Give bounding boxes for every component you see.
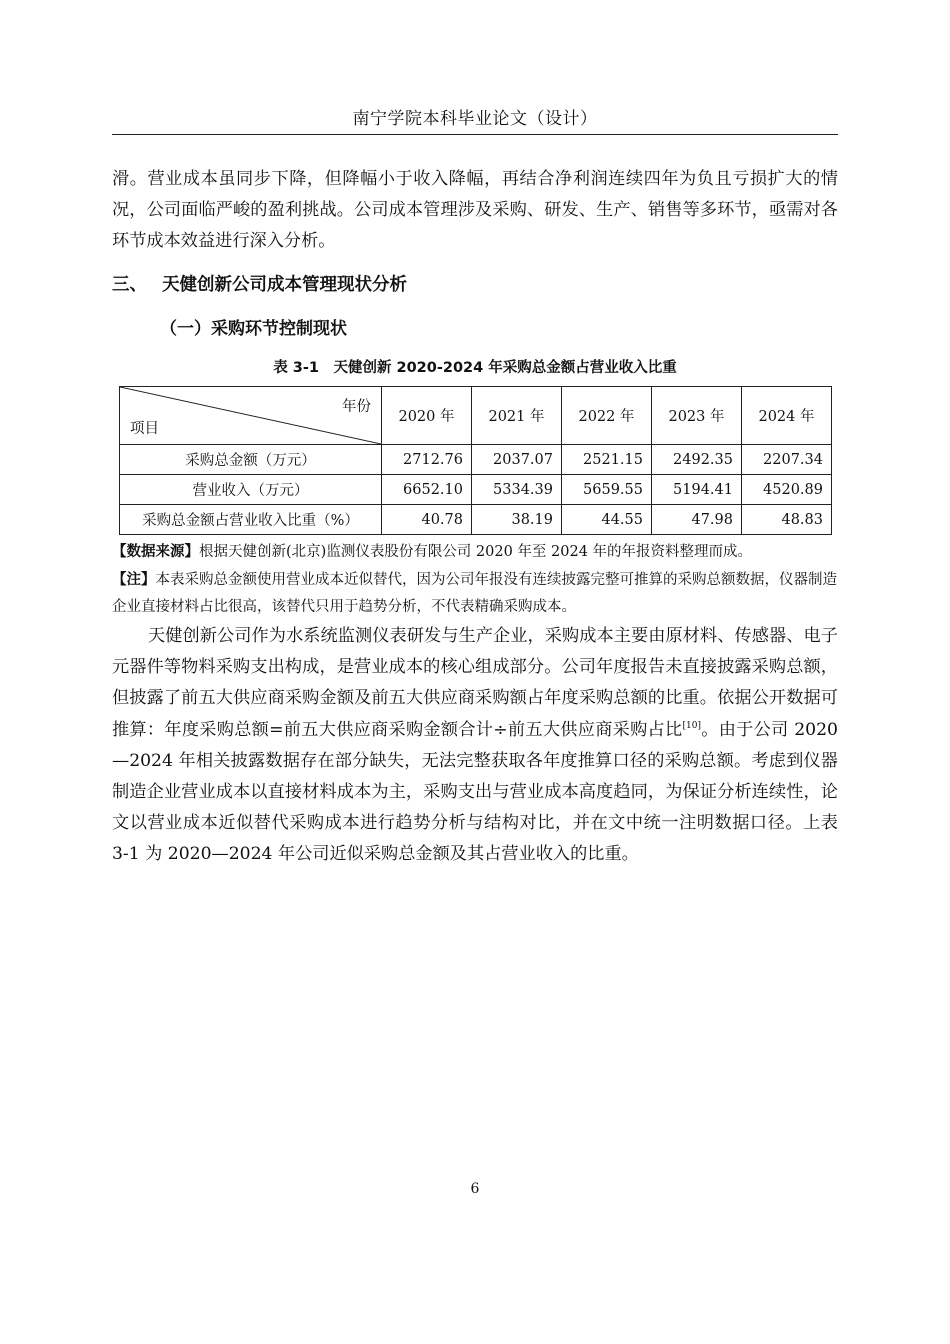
table-cell: 5334.39 — [472, 475, 562, 505]
body-paragraph-1: 滑。营业成本虽同步下降，但降幅小于收入降幅，再结合净利润连续四年为负且亏损扩大的情况，公司面临严峻的盈利挑战。公司成本管理涉及采购、研发、生产、销售等多环节，亟需对各环节成本效益进行深入分析。 — [112, 169, 838, 252]
body-paragraph-2 — [112, 621, 838, 871]
paragraph-2-part-2: 。由于公司 2020—2024 年相关披露数据存在部分缺失，无法完整获取各年度推算口径的采购总额。考虑到仪器制造企业营业成本以直接材料成本为主，采购支出与营业成本高度趋同，为保证分析连续性，论文以营业成本近似替代采购成本进行趋势分析与结构对比，并在文中统一注明数据口径。上表 3-1 为 2020—2024 年公司近似采购总金额及其占营业收入的比重。 — [112, 719, 838, 865]
year-header: 2023 年 — [652, 387, 742, 445]
table-cell: 5659.55 — [562, 475, 652, 505]
table-cell: 2037.07 — [472, 445, 562, 475]
table-row — [120, 475, 832, 505]
table-cell: 2712.76 — [382, 445, 472, 475]
table-caption: 表 3-1 天健创新 2020-2024 年采购总金额占营业收入比重 — [273, 360, 677, 376]
table-cell: 5194.41 — [652, 475, 742, 505]
data-source-text: 根据天健创新(北京)监测仪表股份有限公司 2020 年至 2024 年的年报资料整理而成。 — [199, 544, 753, 560]
table-remark-text: 本表采购总金额使用营业成本近似替代，因为公司年报没有连续披露完整可推算的采购总额数据，仪器制造企业直接材料占比很高，该替代只用于趋势分析，不代表精确采购成本。 — [112, 572, 837, 615]
corner-top-label: 年份 — [342, 399, 371, 415]
data-source-tag: 【数据来源】 — [112, 543, 199, 560]
table-header-row — [120, 387, 832, 445]
table-cell: 38.19 — [472, 505, 562, 535]
year-header: 2021 年 — [472, 387, 562, 445]
table-cell: 44.55 — [562, 505, 652, 535]
year-header: 2024 年 — [742, 387, 832, 445]
table-row — [120, 445, 832, 475]
table-row — [120, 505, 832, 535]
row-label: 采购总金额占营业收入比重（%） — [120, 505, 382, 535]
section-title: 天健创新公司成本管理现状分析 — [162, 275, 407, 295]
subsection-heading: （一）采购环节控制现状 — [160, 319, 347, 339]
section-number: 三、 — [112, 275, 147, 295]
corner-bottom-label: 项目 — [130, 421, 159, 437]
section-heading — [112, 271, 407, 296]
row-label: 采购总金额（万元） — [120, 445, 382, 475]
table-remark-note — [112, 566, 838, 621]
table-cell: 6652.10 — [382, 475, 472, 505]
table-cell: 4520.89 — [742, 475, 832, 505]
year-header: 2020 年 — [382, 387, 472, 445]
row-label: 营业收入（万元） — [120, 475, 382, 505]
table-cell: 48.83 — [742, 505, 832, 535]
table-remark-tag: 【注】 — [112, 571, 156, 588]
table-cell: 40.78 — [382, 505, 472, 535]
citation-marker: [10] — [682, 720, 701, 731]
table-corner-cell — [120, 387, 382, 445]
table-cell: 2207.34 — [742, 445, 832, 475]
table-cell: 47.98 — [652, 505, 742, 535]
page-number: 6 — [470, 1181, 480, 1197]
running-header: 南宁学院本科毕业论文（设计） — [352, 109, 598, 129]
table-cell: 2492.35 — [652, 445, 742, 475]
year-header: 2022 年 — [562, 387, 652, 445]
paragraph-2-part-1: 天健创新公司作为水系统监测仪表研发与生产企业，采购成本主要由原材料、传感器、电子元器件等物料采购支出构成，是营业成本的核心组成部分。公司年度报告未直接披露采购总额，但披露了前五大供应商采购金额及前五大供应商采购额占年度采购总额的比重。依据公开数据可推算：年度采购总额=前五大供应商采购金额合计÷前五大供应商采购占比 — [112, 626, 838, 740]
purchase-ratio-table — [119, 386, 832, 535]
header-rule — [112, 134, 838, 135]
table-cell: 2521.15 — [562, 445, 652, 475]
data-source-note — [112, 538, 838, 566]
